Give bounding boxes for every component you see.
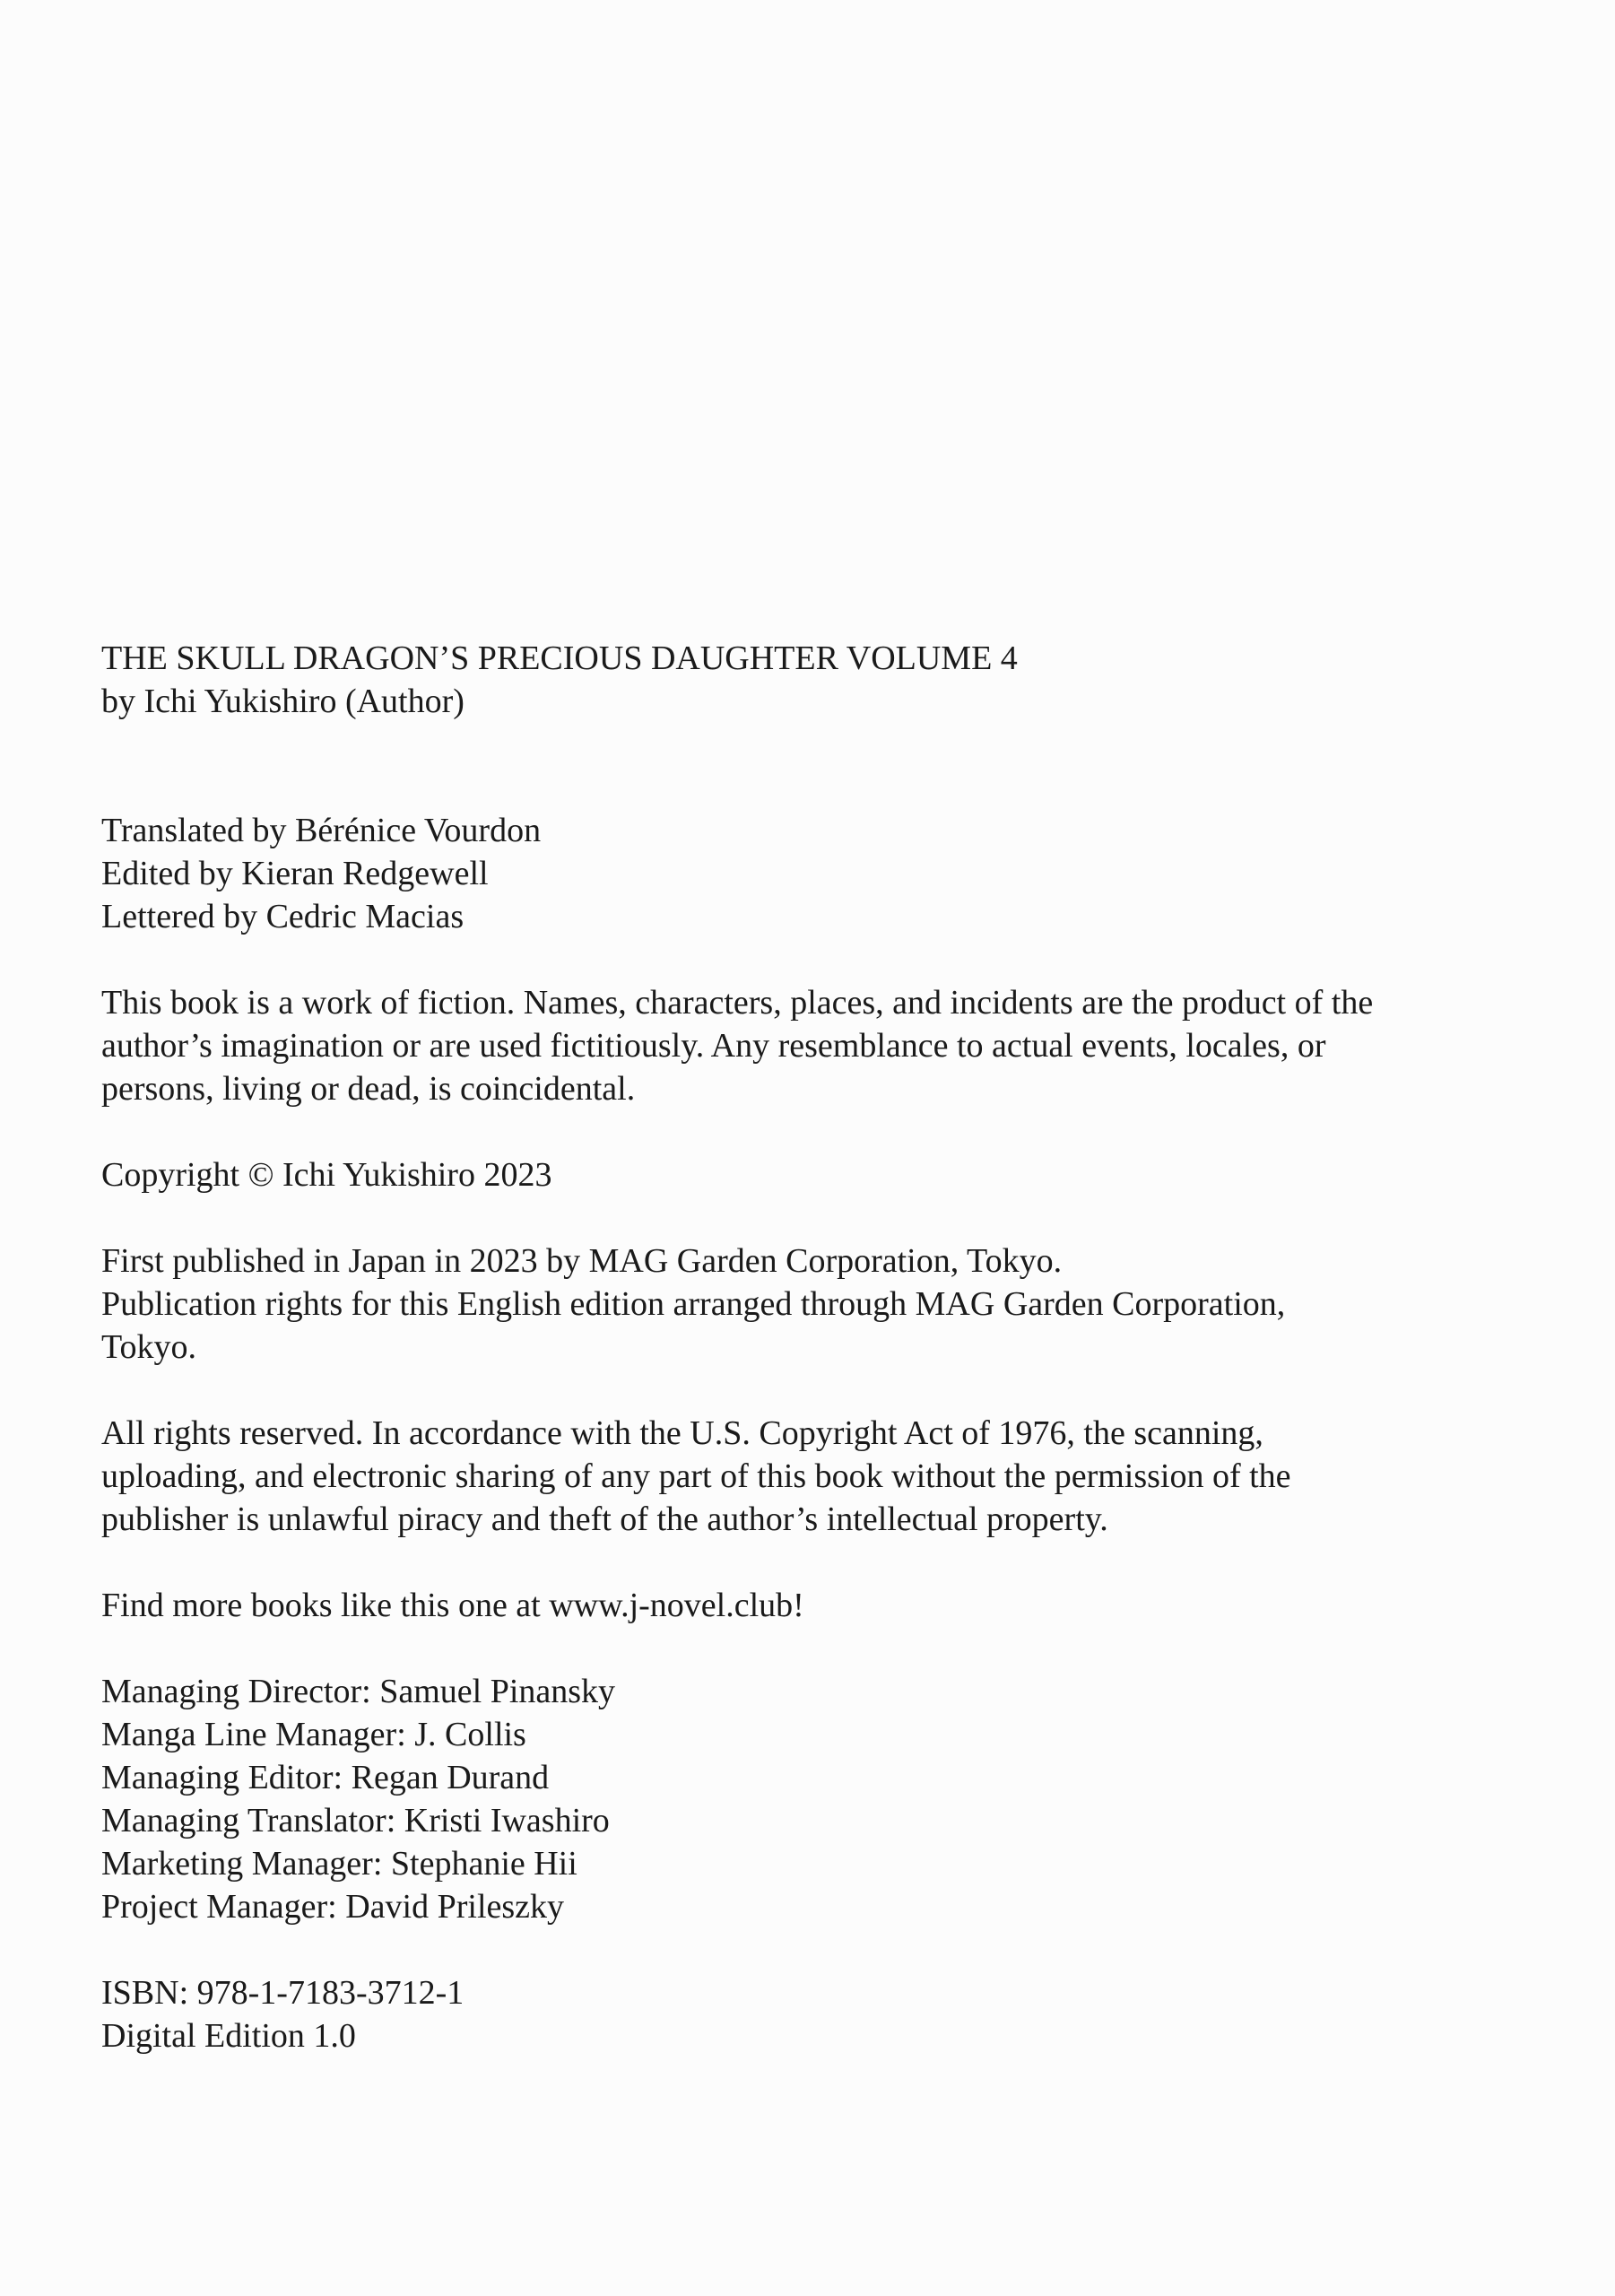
copyright-block xyxy=(101,1153,1388,1196)
copyright-line: Copyright © Ichi Yukishiro 2023 xyxy=(101,1156,552,1194)
colophon xyxy=(101,637,1388,2057)
isbn-line: ISBN: 978-1-7183-3712-1 xyxy=(101,1974,465,2012)
fiction-disclaimer-block xyxy=(101,981,1388,1110)
publication-block xyxy=(101,1239,1388,1369)
rights-reserved-block xyxy=(101,1412,1388,1541)
project-manager-line: Project Manager: David Prileszky xyxy=(101,1888,565,1926)
marketing-manager-line: Marketing Manager: Stephanie Hii xyxy=(101,1845,577,1883)
editor-credit-line: Edited by Kieran Redgewell xyxy=(101,855,489,892)
digital-edition-line: Digital Edition 1.0 xyxy=(101,2017,356,2055)
title-block xyxy=(101,637,1388,723)
credits-block xyxy=(101,809,1388,938)
managing-translator-line: Managing Translator: Kristi Iwashiro xyxy=(101,1802,610,1839)
edition-block xyxy=(101,1971,1388,2057)
translator-credit-line: Translated by Bérénice Vourdon xyxy=(101,812,542,849)
author-line: by Ichi Yukishiro (Author) xyxy=(101,683,465,720)
publication-rights-paragraph: Publication rights for this English edition arranged through MAG Garden Corporation, Tokyo. xyxy=(101,1285,1286,1366)
staff-block xyxy=(101,1670,1388,1928)
fiction-disclaimer-paragraph: This book is a work of fiction. Names, characters, places, and incidents are the product of the author’s imagination or are used fictitiously. Any resemblance to actual events, locales, or persons, living or dead, is coincidental. xyxy=(101,984,1374,1108)
book-title: THE SKULL DRAGON’S PRECIOUS DAUGHTER VOLUME 4 xyxy=(101,639,1018,677)
managing-director-line: Managing Director: Samuel Pinansky xyxy=(101,1673,616,1710)
rights-reserved-paragraph: All rights reserved. In accordance with the U.S. Copyright Act of 1976, the scanning, uploading, and electronic sharing of any part of this book without the permission of the publisher is unlawful piracy and theft of the author’s intellectual property. xyxy=(101,1414,1291,1538)
find-more-block xyxy=(101,1584,1388,1627)
manga-line-manager-line: Manga Line Manager: J. Collis xyxy=(101,1716,526,1753)
letterer-credit-line: Lettered by Cedric Macias xyxy=(101,898,465,935)
find-more-line: Find more books like this one at www.j-novel.club! xyxy=(101,1587,804,1624)
managing-editor-line: Managing Editor: Regan Durand xyxy=(101,1759,550,1796)
first-published-line: First published in Japan in 2023 by MAG Garden Corporation, Tokyo. xyxy=(101,1242,1063,1280)
